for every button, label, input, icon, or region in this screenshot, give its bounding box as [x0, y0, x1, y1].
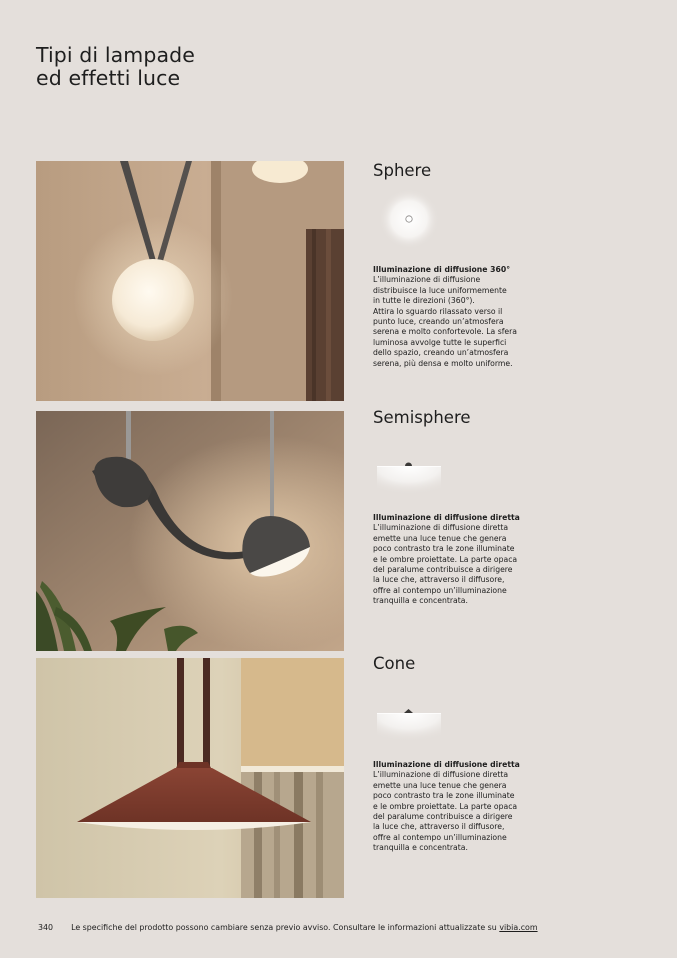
- desc-line: in tutte le direzioni (360°).: [373, 296, 475, 306]
- desc-line: poco contrasto tra le zone illuminate: [373, 791, 515, 801]
- sphere-title: Sphere: [373, 161, 432, 180]
- desc-line: Attira lo sguardo rilassato verso il: [373, 306, 503, 316]
- desc-line: L’illuminazione di diffusione: [373, 275, 481, 285]
- desc-line: serena e molto confortevole. La sfera: [373, 327, 518, 337]
- desc-line: luminosa avvolge tutte le superfici: [373, 337, 507, 347]
- desc-line: tranquilla e concentrata.: [373, 843, 468, 853]
- desc-line: poco contrasto tra le zone illuminate: [373, 544, 515, 554]
- sphere-description-heading: Illuminazione di diffusione 360°: [373, 265, 511, 274]
- desc-line: dello spazio, creando un’atmosfera: [373, 348, 509, 358]
- sphere-lamp-photo: [36, 161, 344, 401]
- cone-title: Cone: [373, 654, 416, 673]
- cone-lamp-photo: [36, 658, 344, 898]
- desc-line: offre al contempo un’illuminazione: [373, 585, 507, 595]
- semisphere-title: Semisphere: [373, 408, 471, 427]
- footer-website-link[interactable]: vibia.com: [499, 923, 538, 932]
- page-title: [36, 44, 195, 90]
- desc-line: la luce che, attraverso il diffusore,: [373, 822, 505, 832]
- desc-line: la luce che, attraverso il diffusore,: [373, 575, 505, 585]
- page-title-line-1: Tipi di lampade: [36, 43, 195, 67]
- page-number: 340: [38, 923, 54, 932]
- footer-disclaimer: Le specifiche del prodotto possono cambiare senza previo avviso. Consultare le informazioni attualizzate su: [71, 923, 500, 932]
- desc-line: e le ombre proiettate. La parte opaca: [373, 801, 518, 811]
- semisphere-description-heading: Illuminazione di diffusione diretta: [373, 513, 520, 522]
- desc-line: L’illuminazione di diffusione diretta: [373, 523, 509, 533]
- semisphere-description: [373, 513, 533, 607]
- semisphere-diffusion-diagram: [373, 455, 443, 515]
- desc-line: tranquilla e concentrata.: [373, 596, 468, 606]
- desc-line: del paralume contribuisce a dirigere: [373, 812, 513, 822]
- sphere-diffusion-diagram: [373, 189, 443, 249]
- page-title-line-2: ed effetti luce: [36, 66, 181, 90]
- desc-line: emette una luce tenue che genera: [373, 780, 507, 790]
- desc-line: e le ombre proiettate. La parte opaca: [373, 554, 518, 564]
- desc-line: offre al contempo un’illuminazione: [373, 832, 507, 842]
- desc-line: emette una luce tenue che genera: [373, 533, 507, 543]
- desc-line: L’illuminazione di diffusione diretta: [373, 770, 509, 780]
- cone-description: [373, 760, 533, 854]
- desc-line: punto luce, creando un’atmosfera: [373, 317, 504, 327]
- page-footer: [38, 923, 538, 932]
- desc-line: distribuisce la luce uniformemente: [373, 285, 507, 295]
- semisphere-lamp-photo: [36, 411, 344, 651]
- cone-description-heading: Illuminazione di diffusione diretta: [373, 760, 520, 769]
- sphere-description: [373, 265, 533, 369]
- desc-line: del paralume contribuisce a dirigere: [373, 565, 513, 575]
- desc-line: serena, più densa e molto uniforme.: [373, 358, 513, 368]
- cone-diffusion-diagram: [373, 702, 443, 762]
